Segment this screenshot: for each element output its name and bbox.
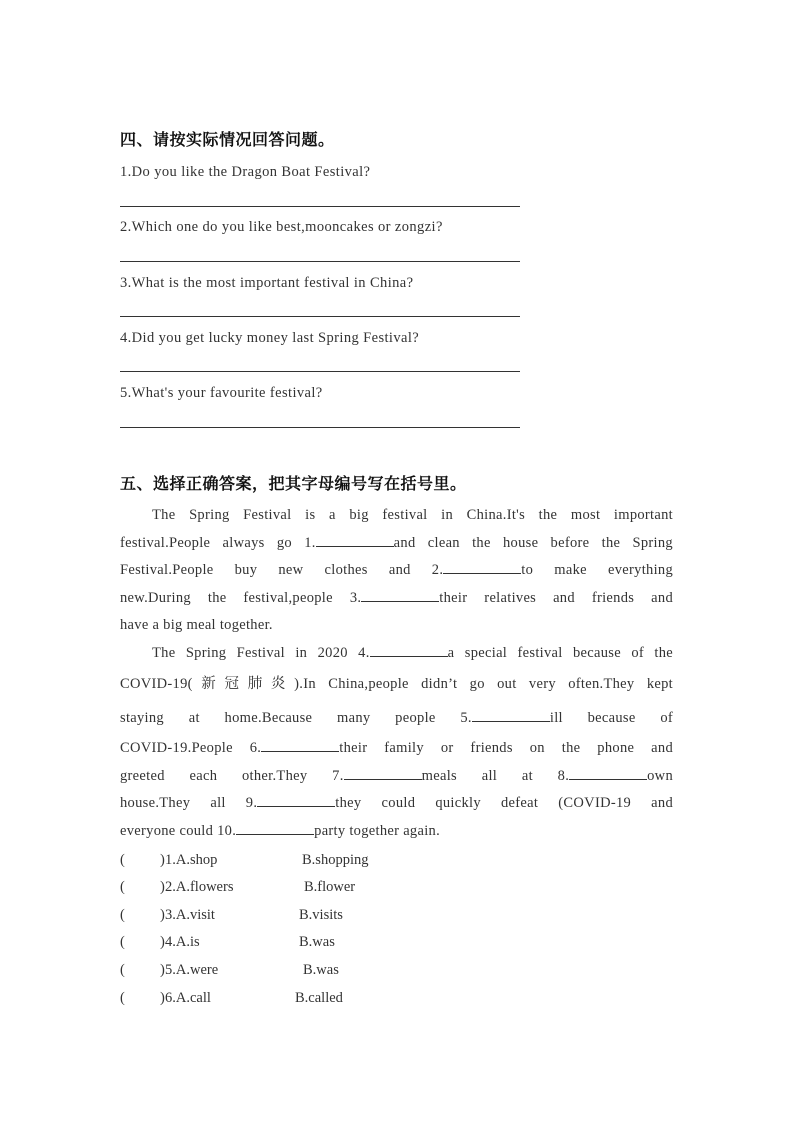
passage-line: Festival.People buy new clothes and 2. to make everything — [120, 562, 673, 578]
answer-paren-close[interactable]: ) — [160, 962, 165, 978]
passage-line: new.During the festival,people 3. their relatives and friends and — [120, 589, 673, 606]
blank-4[interactable] — [370, 644, 448, 657]
passage-line: COVID-19(新冠肺炎).In China,people didn’t go out very often.They kept — [120, 676, 673, 692]
section-4-heading: 四、请按实际情况回答问题。 — [120, 130, 335, 149]
option-a: 4.A.is — [165, 934, 200, 950]
passage-line: have a big meal together. — [120, 617, 273, 633]
passage-line: The Spring Festival is a big festival in China.It's the most important — [152, 507, 673, 523]
blank-5[interactable] — [472, 709, 550, 722]
passage-line: greeted each other.They 7. meals all at 8. own — [120, 767, 673, 784]
answer-paren-close[interactable]: ) — [160, 934, 165, 950]
answer-line-2[interactable] — [120, 261, 520, 262]
passage-line: staying at home.Because many people 5. ill because of — [120, 710, 673, 726]
answer-paren-close[interactable]: ) — [160, 990, 165, 1006]
answer-paren-open[interactable]: ( — [120, 907, 125, 923]
blank-8[interactable] — [569, 767, 647, 780]
passage-line: The Spring Festival in 2020 4. a special festival because of the — [152, 644, 673, 661]
option-b: B.called — [295, 990, 343, 1006]
question-5: 5.What's your favourite festival? — [120, 385, 323, 401]
answer-line-4[interactable] — [120, 371, 520, 372]
question-4: 4.Did you get lucky money last Spring Festival? — [120, 330, 420, 346]
blank-6[interactable] — [261, 739, 339, 752]
answer-paren-close[interactable]: ) — [160, 852, 165, 868]
answer-paren-open[interactable]: ( — [120, 990, 125, 1006]
option-a: 3.A.visit — [165, 907, 215, 923]
passage-line: house.They all 9. they could quickly defeat (COVID-19 and — [120, 795, 673, 811]
option-a: 2.A.flowers — [165, 879, 234, 895]
option-b: B.was — [299, 934, 335, 950]
option-a: 1.A.shop — [165, 852, 218, 868]
cloze-passage — [120, 502, 673, 845]
option-b: B.shopping — [302, 852, 369, 868]
answer-paren-open[interactable]: ( — [120, 934, 125, 950]
passage-line: festival.People always go 1. and clean the house before the Spring — [120, 534, 673, 551]
answer-paren-close[interactable]: ) — [160, 879, 165, 895]
option-b: B.visits — [299, 907, 343, 923]
passage-line: everyone could 10. party together again. — [120, 822, 441, 839]
blank-9[interactable] — [257, 794, 335, 807]
question-3: 3.What is the most important festival in China? — [120, 275, 414, 291]
question-1: 1.Do you like the Dragon Boat Festival? — [120, 164, 371, 180]
answer-paren-close[interactable]: ) — [160, 907, 165, 923]
blank-2[interactable] — [443, 561, 521, 574]
answer-line-3[interactable] — [120, 316, 520, 317]
blank-3[interactable] — [361, 589, 439, 602]
answer-paren-open[interactable]: ( — [120, 962, 125, 978]
answer-paren-open[interactable]: ( — [120, 852, 125, 868]
option-a: 6.A.call — [165, 990, 211, 1006]
blank-10[interactable] — [236, 822, 314, 835]
question-2: 2.Which one do you like best,mooncakes or zongzi? — [120, 219, 443, 235]
blank-7[interactable] — [344, 767, 422, 780]
answer-paren-open[interactable]: ( — [120, 879, 125, 895]
passage-line: COVID-19.People 6. their family or friends on the phone and — [120, 740, 674, 756]
option-b: B.was — [303, 962, 339, 978]
blank-1[interactable] — [316, 534, 394, 547]
section-5-heading: 五、选择正确答案，把其字母编号写在括号里。 — [120, 474, 467, 493]
answer-line-1[interactable] — [120, 206, 520, 207]
option-a: 5.A.were — [165, 962, 219, 978]
option-b: B.flower — [304, 879, 356, 895]
answer-line-5[interactable] — [120, 427, 520, 428]
